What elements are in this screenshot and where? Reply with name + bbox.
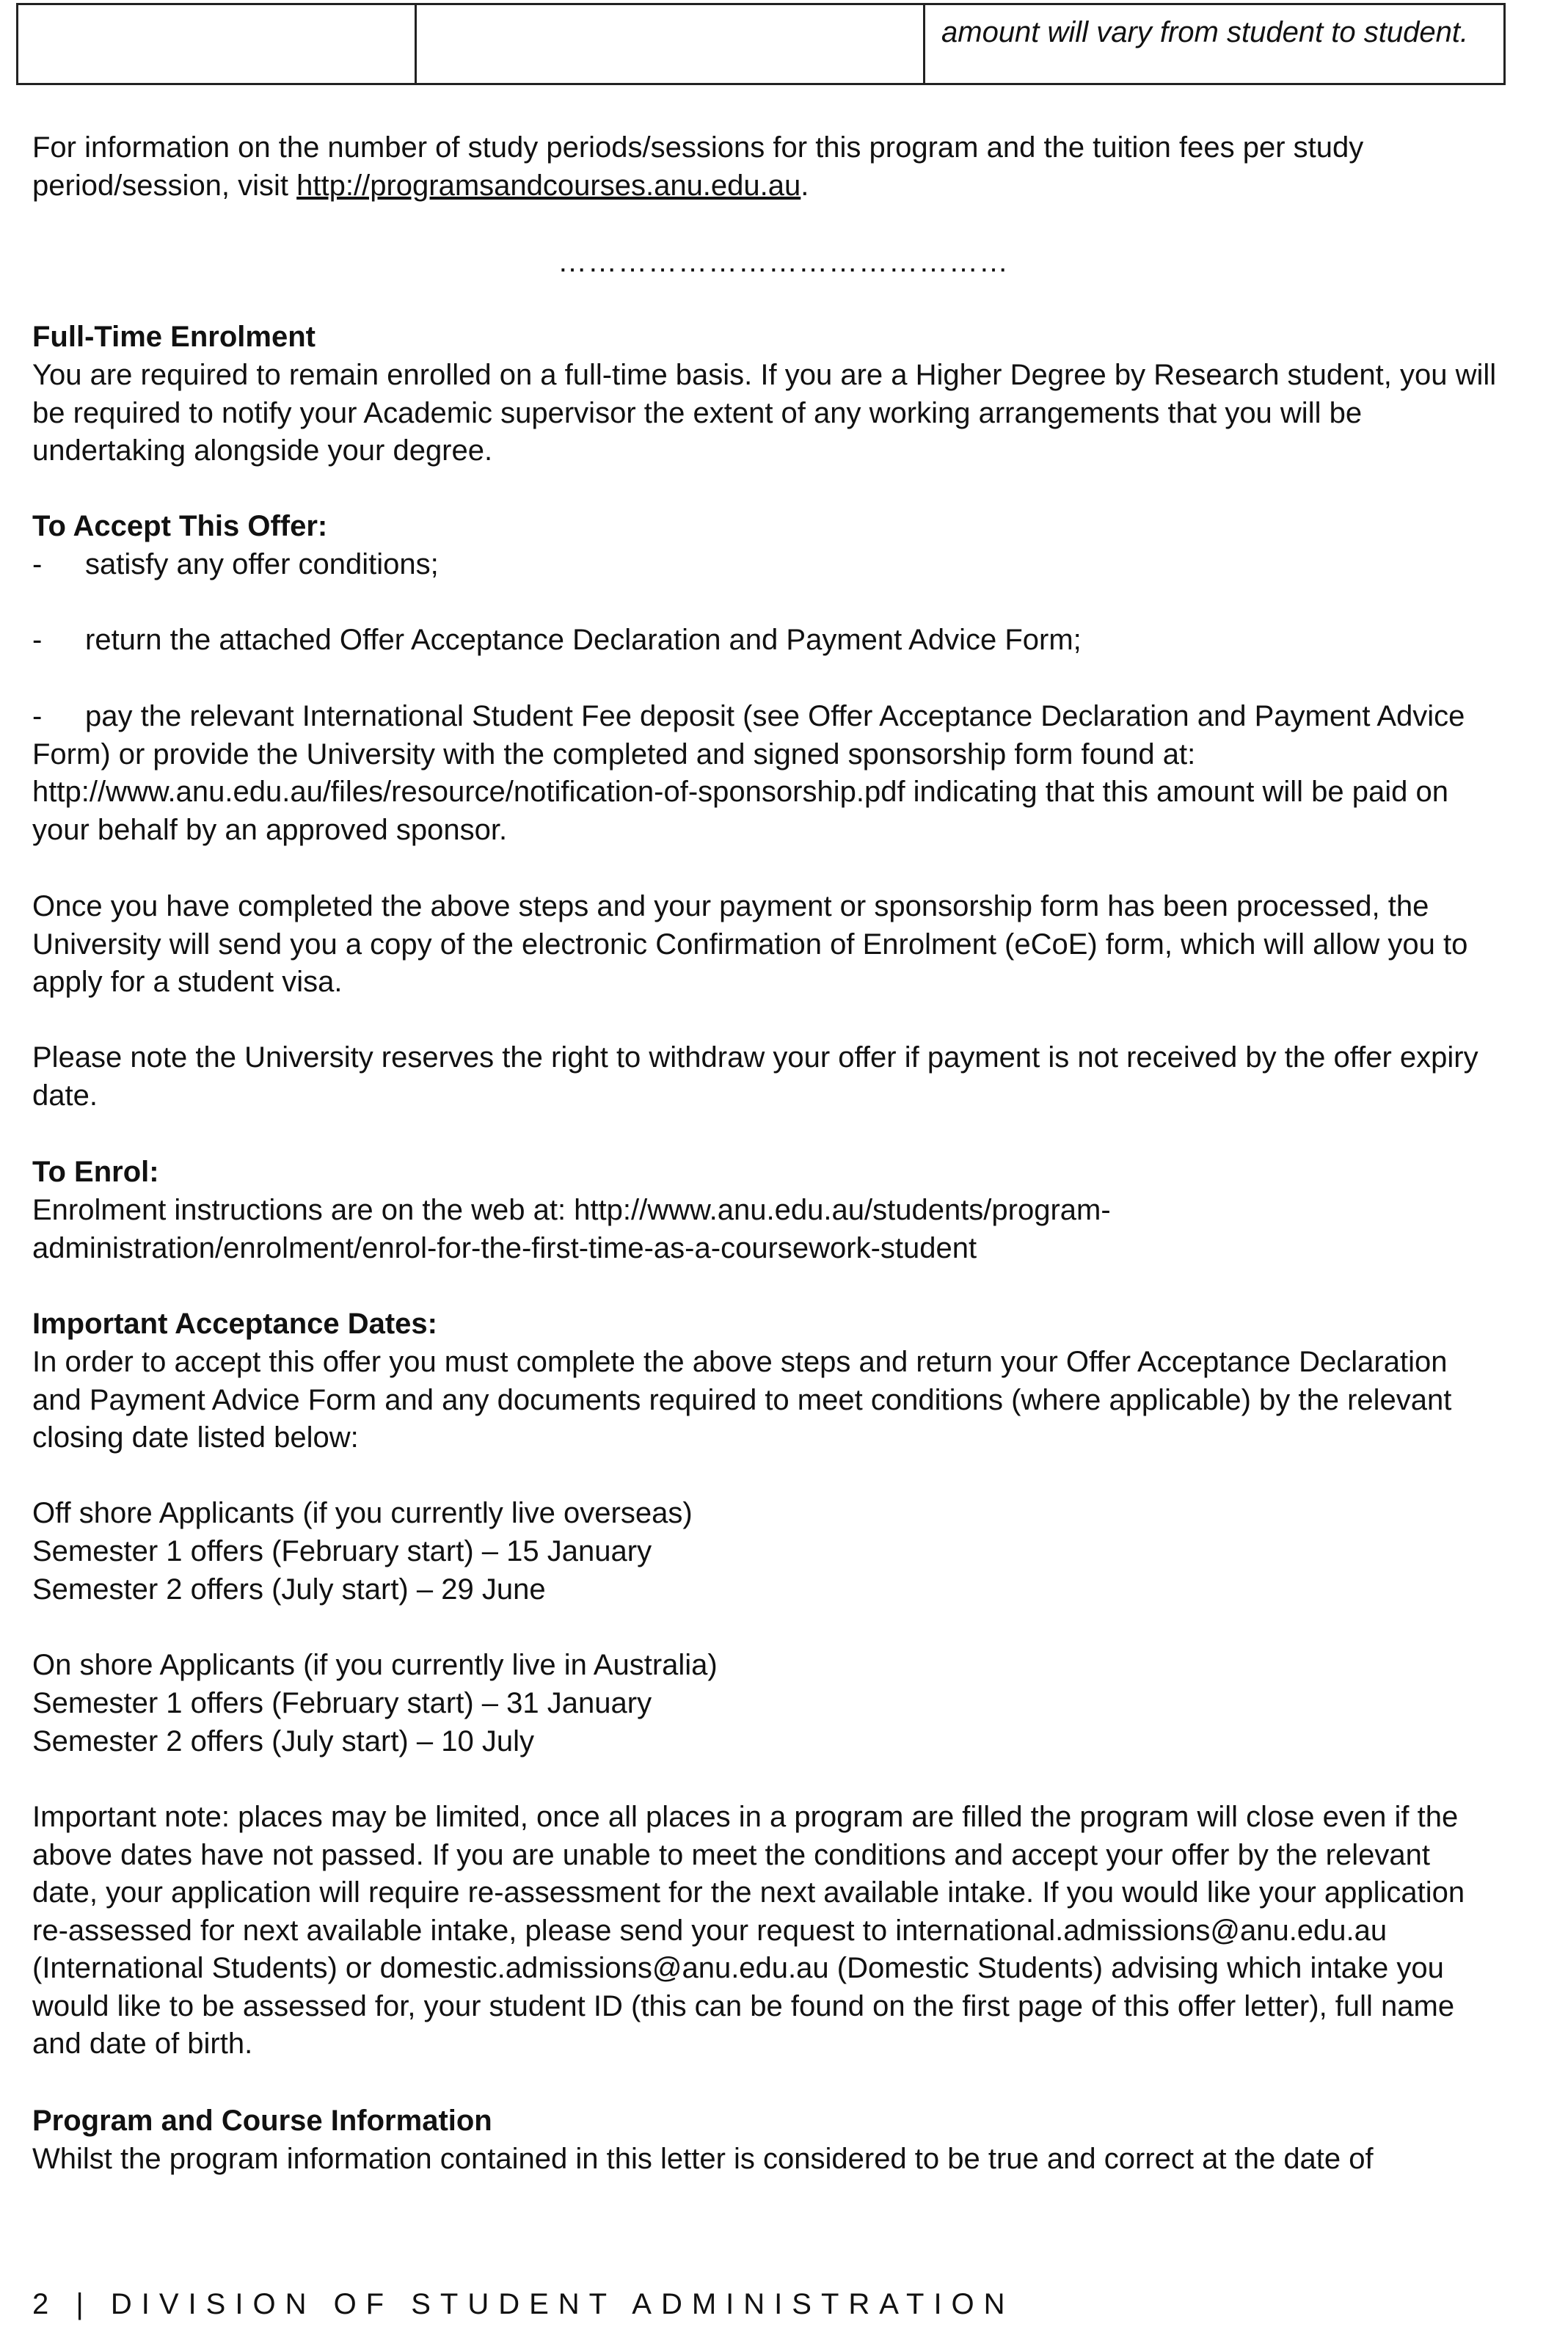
table-cell-empty <box>18 4 416 84</box>
fee-table-fragment <box>16 3 1506 85</box>
enrol-heading: To Enrol: <box>32 1156 159 1188</box>
dates-body: In order to accept this offer you must complete the above steps and return your Offer Acceptance Declaration and Payment Advice Form and any documents required to meet conditions (where applicable) by the relevant closing date listed below: <box>32 1346 1452 1454</box>
accept-heading: To Accept This Offer: <box>32 510 328 542</box>
onshore-sem1: Semester 1 offers (February start) – 31 January <box>32 1687 652 1719</box>
program-info-heading: Program and Course Information <box>32 2105 492 2137</box>
bullet-marker: - <box>32 700 43 732</box>
withdraw-paragraph: Please note the University reserves the right to withdraw your offer if payment is not received by the offer expiry date. <box>32 1041 1478 1112</box>
list-item: return the attached Offer Acceptance Declaration and Payment Advice Form; <box>85 624 1082 656</box>
info-paragraph <box>32 129 1500 205</box>
accept-item-1 <box>32 546 1500 584</box>
important-note: Important note: places may be limited, once all places in a program are filled the program will close even if the above dates have not passed. If you are unable to meet the conditions and accept your offer by the relevant date, your application will require re-assessment for the next available intake. If you would like your application re-assessed for next available intake, please send your request to international.admissions@anu.edu.au (International Students) or domestic.admissions@anu.edu.au (Domestic Students) advising which intake you would like to be assessed for, your student ID (this can be found on the first page of this offer letter), full name and date of birth. <box>32 1801 1465 2060</box>
dates-heading: Important Acceptance Dates: <box>32 1308 437 1340</box>
enrol-body: Enrolment instructions are on the web at: http://www.anu.edu.au/students/program-administration/enrolment/enrol-for-the-first-time-as-a-coursework-student <box>32 1194 1111 1264</box>
full-time-heading: Full-Time Enrolment <box>32 321 316 353</box>
table-cell-note: amount will vary from student to student. <box>925 4 1505 84</box>
ecoe-paragraph: Once you have completed the above steps and your payment or sponsorship form has been processed, the University will send you a copy of the electronic Confirmation of Enrolment (eCoE) form, which will allow you to apply for a student visa. <box>32 890 1468 998</box>
list-item: pay the relevant International Student Fee deposit (see Offer Acceptance Declaration and Payment Advice Form) or provide the University with the completed and signed sponsorship form found at: http://www.anu.edu.au/files/resource/notification-of-sponsorship.pdf indicating that this amount will be paid on your behalf by an approved sponsor. <box>32 700 1465 846</box>
table-row <box>18 4 1505 84</box>
info-text-end: . <box>801 169 809 202</box>
offshore-title: Off shore Applicants (if you currently live overseas) <box>32 1497 693 1529</box>
separator: ……………………………………… <box>558 246 1009 278</box>
info-text: For information on the number of study periods/sessions for this program and the tuition fees per study period/session, visit <box>32 131 1364 202</box>
full-time-body: You are required to remain enrolled on a full-time basis. If you are a Higher Degree by Research student, you will be required to notify your Academic supervisor the extent of any working arrangements that you will be undertaking alongside your degree. <box>32 359 1497 467</box>
offshore-sem1: Semester 1 offers (February start) – 15 January <box>32 1535 652 1567</box>
bullet-marker: - <box>32 624 43 656</box>
list-item: satisfy any offer conditions; <box>85 548 439 580</box>
page-footer: 2 | DIVISION OF STUDENT ADMINISTRATION <box>32 2288 1015 2320</box>
accept-item-3 <box>32 698 1500 849</box>
program-info-body: Whilst the program information contained in this letter is considered to be true and correct at the date of <box>32 2143 1374 2175</box>
bullet-marker: - <box>32 548 43 580</box>
onshore-sem2: Semester 2 offers (July start) – 10 July <box>32 1725 534 1757</box>
programs-link[interactable]: http://programsandcourses.anu.edu.au <box>296 169 801 202</box>
offshore-sem2: Semester 2 offers (July start) – 29 June <box>32 1573 546 1606</box>
accept-item-2 <box>32 622 1500 660</box>
table-cell-empty <box>416 4 925 84</box>
onshore-title: On shore Applicants (if you currently live in Australia) <box>32 1649 718 1681</box>
